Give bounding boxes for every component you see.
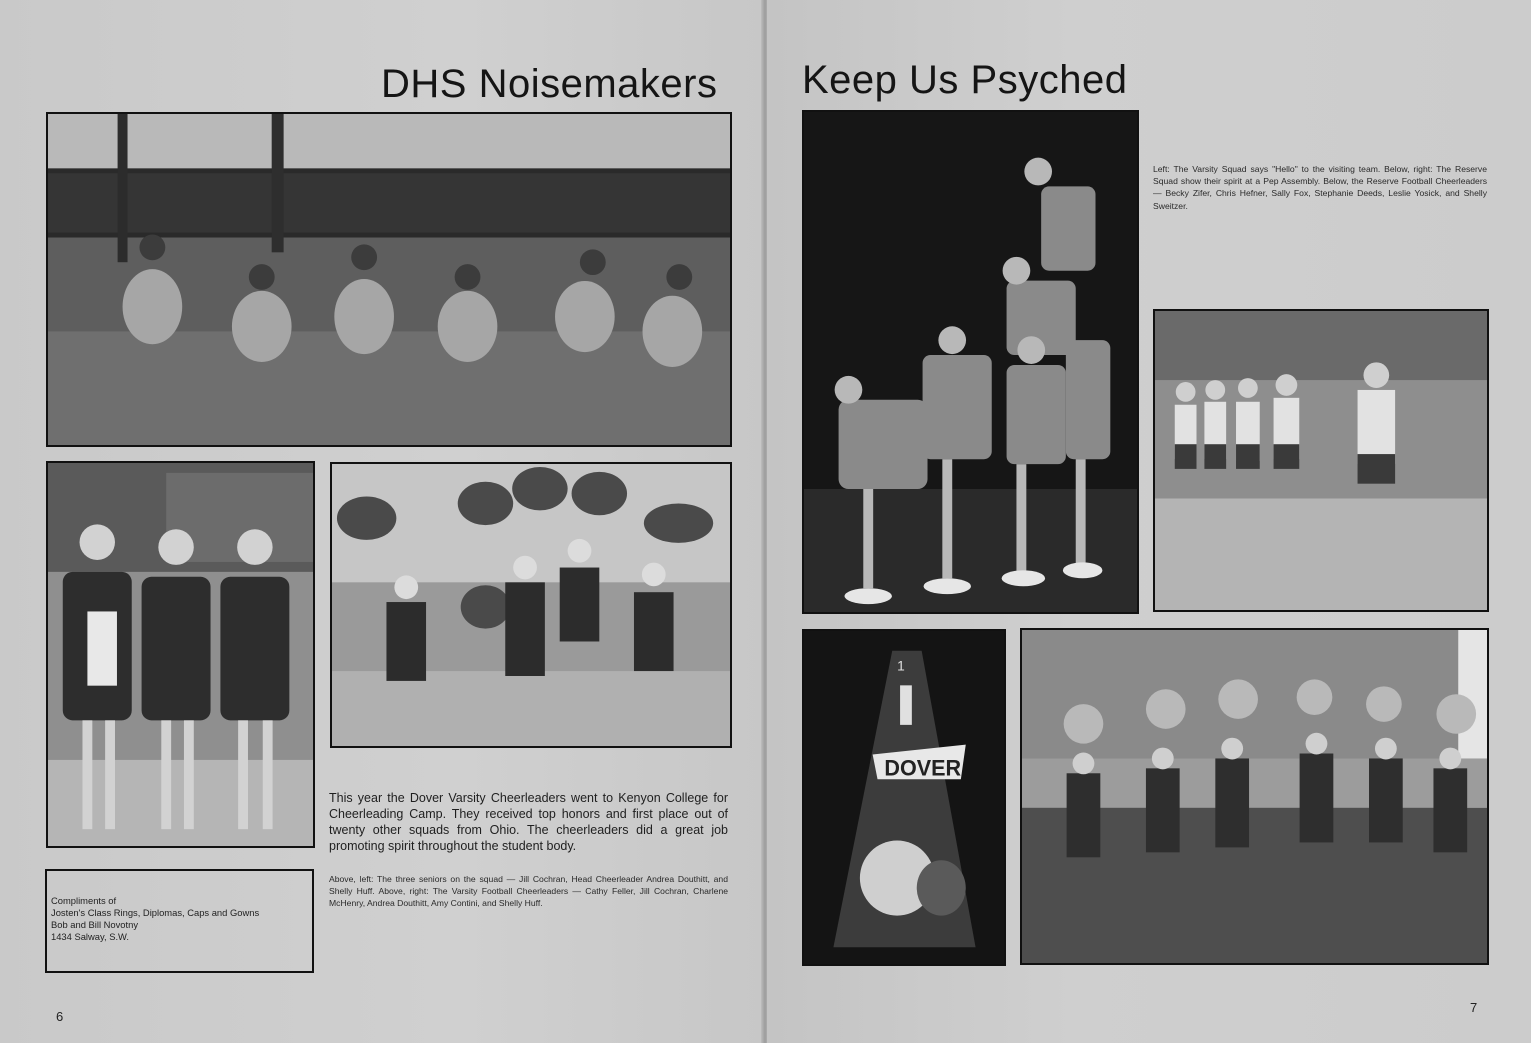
page-number-right: 7	[1470, 1000, 1478, 1015]
photo-three-seniors-image	[48, 463, 313, 846]
photo-reserve-football-cheerleaders-image	[1022, 630, 1487, 963]
megaphone-dover-text: DOVER	[884, 755, 962, 781]
photo-reserve-pep-assembly	[1153, 309, 1489, 612]
right-page	[767, 0, 1531, 1043]
photo-reserve-football-cheerleaders	[1020, 628, 1489, 965]
photo-reserve-pep-assembly-image	[1155, 311, 1487, 610]
left-headline: DHS Noisemakers	[381, 62, 718, 106]
ad-line: Compliments of	[51, 895, 117, 906]
photo-varsity-pompoms	[330, 462, 732, 748]
photo-dover-megaphone	[802, 629, 1006, 966]
page-number-left: 6	[56, 1009, 64, 1024]
photo-squad-on-lawn	[46, 112, 732, 447]
photo-varsity-pyramid	[802, 110, 1139, 614]
photo-dover-megaphone-image	[804, 631, 1004, 964]
photo-varsity-pyramid-image	[804, 112, 1137, 612]
photo-caption-right: Left: The Varsity Squad says "Hello" to the visiting team. Below, right: The Reserve Squad show their spirit at a Pep Assembly. Below, the Reserve Football Cheerleaders — Becky Zifer, Chris Hefner, Sally Fox, Stephanie Deeds, Leslie Yosick, and Shelly Sweitzer.	[1153, 164, 1487, 211]
ad-line: Josten's Class Rings, Diplomas, Caps and Gowns	[51, 907, 260, 918]
megaphone-number-one	[900, 685, 912, 725]
ad-line: 1434 Salway, S.W.	[51, 931, 129, 942]
right-headline: Keep Us Psyched	[802, 58, 1128, 102]
photo-three-seniors	[46, 461, 315, 848]
photo-squad-on-lawn-image	[48, 114, 730, 445]
sponsor-ad-box	[45, 869, 314, 973]
photo-caption-left: Above, left: The three seniors on the squad — Jill Cochran, Head Cheerleader Andrea Douthitt, and Shelly Huff. Above, right: The Varsity Football Cheerleaders — Cathy Feller, Jill Cochran, Charlene McHenry, Andrea Douthitt, Amy Contini, and Shelly Huff.	[329, 874, 728, 909]
ad-line: Bob and Bill Novotny	[51, 919, 139, 930]
photo-varsity-pompoms-image	[332, 464, 730, 746]
left-page	[0, 0, 763, 1043]
megaphone-number-text: 1	[897, 658, 905, 674]
story-body-text: This year the Dover Varsity Cheerleaders went to Kenyon College for Cheerleading Camp. They received top honors and first place out of twenty other squads from Ohio. The cheerleaders did a great job promoting spirit throughout the student body.	[329, 791, 728, 853]
